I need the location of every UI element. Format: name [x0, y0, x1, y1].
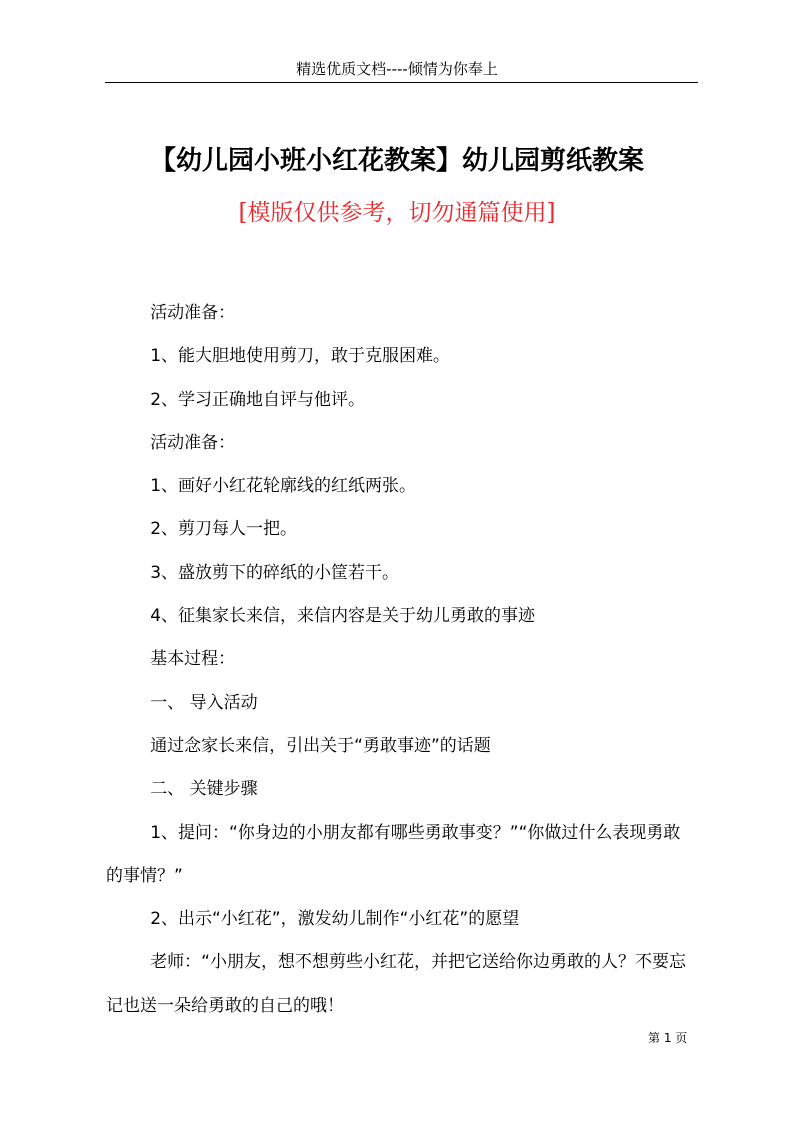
- paragraph: 2、剪刀每人一把。: [150, 519, 298, 540]
- paragraph: 老师：“小朋友，想不想剪些小红花，并把它送给你边勇敢的人？不要忘记也送一朵给勇敢的自己的哦！: [106, 952, 686, 1016]
- paragraph: 1、提问：“你身边的小朋友都有哪些勇敢事变？”“你做过什么表现勇敢的事情？”: [106, 822, 681, 886]
- paragraph: 活动准备：: [150, 303, 236, 323]
- paragraph: 3、盛放剪下的碎纸的小筐若干。: [150, 562, 400, 583]
- paragraph: 4、征集家长来信，来信内容是关于幼儿勇敢的事迹: [150, 606, 536, 627]
- page-header: 精选优质文档----倾情为你奉上: [296, 60, 498, 78]
- paragraph: 通过念家长来信，引出关于“勇敢事迹”的话题: [150, 735, 491, 756]
- document-body: [106, 292, 692, 1028]
- paragraph: 1、能大胆地使用剪刀，敢于克服困难。: [150, 346, 451, 367]
- paragraph: 2、学习正确地自评与他评。: [150, 389, 366, 410]
- page-number: 第 1 页: [648, 1031, 688, 1045]
- paragraph: 一、 导入活动: [150, 692, 258, 713]
- paragraph: 2、出示“小红花”，激发幼儿制作“小红花”的愿望: [150, 909, 520, 930]
- paragraph: 二、 关键步骤: [150, 779, 258, 800]
- paragraph: 活动准备：: [150, 432, 236, 453]
- paragraph: 基本过程：: [150, 649, 236, 670]
- document-title: 【幼儿园小班小红花教案】幼儿园剪纸教案: [149, 146, 644, 176]
- header-divider: [105, 82, 698, 83]
- paragraph: 1、画好小红花轮廓线的红纸两张。: [150, 476, 417, 497]
- document-subtitle: [模版仅供参考，切勿通篇使用]: [238, 200, 556, 226]
